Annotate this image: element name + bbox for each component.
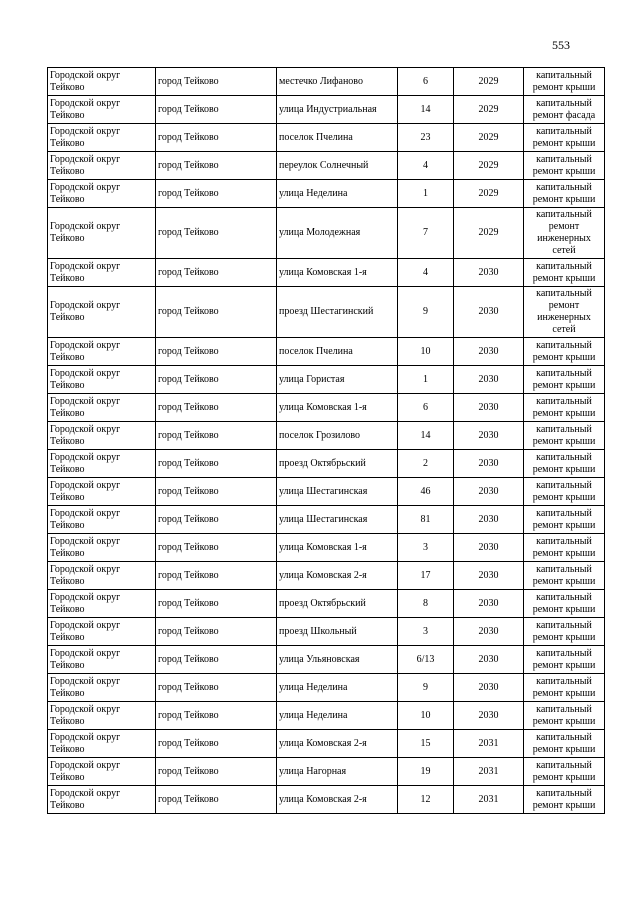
street-cell: улица Комовская 2-я xyxy=(277,786,398,814)
year-cell: 2030 xyxy=(454,478,524,506)
work-type-cell: капитальный ремонт крыши xyxy=(524,618,605,646)
house-number-cell: 3 xyxy=(398,534,454,562)
table-row xyxy=(48,259,605,287)
street-cell: проезд Школьный xyxy=(277,618,398,646)
table-row xyxy=(48,618,605,646)
municipal-district-cell: Городской округ Тейково xyxy=(48,287,156,338)
work-type-cell: капитальный ремонт крыши xyxy=(524,702,605,730)
house-number-cell: 1 xyxy=(398,366,454,394)
street-cell: проезд Шестагинский xyxy=(277,287,398,338)
city-cell: город Тейково xyxy=(156,338,277,366)
year-cell: 2030 xyxy=(454,702,524,730)
year-cell: 2030 xyxy=(454,590,524,618)
year-cell: 2031 xyxy=(454,786,524,814)
municipal-district-cell: Городской округ Тейково xyxy=(48,674,156,702)
table-row xyxy=(48,124,605,152)
municipal-district-cell: Городской округ Тейково xyxy=(48,758,156,786)
table-row xyxy=(48,478,605,506)
work-type-cell: капитальный ремонт крыши xyxy=(524,562,605,590)
city-cell: город Тейково xyxy=(156,618,277,646)
year-cell: 2031 xyxy=(454,758,524,786)
year-cell: 2030 xyxy=(454,506,524,534)
work-type-cell: капитальный ремонт крыши xyxy=(524,422,605,450)
table-row xyxy=(48,68,605,96)
year-cell: 2029 xyxy=(454,68,524,96)
street-cell: улица Молодежная xyxy=(277,208,398,259)
work-type-cell: капитальный ремонт фасада xyxy=(524,96,605,124)
city-cell: город Тейково xyxy=(156,124,277,152)
table-row xyxy=(48,702,605,730)
house-number-cell: 19 xyxy=(398,758,454,786)
table-body xyxy=(48,68,605,814)
work-type-cell: капитальный ремонт крыши xyxy=(524,124,605,152)
year-cell: 2030 xyxy=(454,534,524,562)
municipal-district-cell: Городской округ Тейково xyxy=(48,646,156,674)
work-type-cell: капитальный ремонт инженерных сетей xyxy=(524,287,605,338)
municipal-district-cell: Городской округ Тейково xyxy=(48,208,156,259)
work-type-cell: капитальный ремонт крыши xyxy=(524,68,605,96)
table-row xyxy=(48,394,605,422)
street-cell: поселок Грозилово xyxy=(277,422,398,450)
house-number-cell: 4 xyxy=(398,152,454,180)
city-cell: город Тейково xyxy=(156,96,277,124)
city-cell: город Тейково xyxy=(156,394,277,422)
year-cell: 2030 xyxy=(454,259,524,287)
municipal-district-cell: Городской округ Тейково xyxy=(48,618,156,646)
work-type-cell: капитальный ремонт крыши xyxy=(524,478,605,506)
street-cell: проезд Октябрьский xyxy=(277,590,398,618)
street-cell: улица Неделина xyxy=(277,702,398,730)
year-cell: 2030 xyxy=(454,366,524,394)
city-cell: город Тейково xyxy=(156,534,277,562)
street-cell: улица Индустриальная xyxy=(277,96,398,124)
table-row xyxy=(48,534,605,562)
table-row xyxy=(48,450,605,478)
table-row xyxy=(48,366,605,394)
city-cell: город Тейково xyxy=(156,366,277,394)
house-number-cell: 8 xyxy=(398,590,454,618)
house-number-cell: 2 xyxy=(398,450,454,478)
work-type-cell: капитальный ремонт крыши xyxy=(524,180,605,208)
street-cell: переулок Солнечный xyxy=(277,152,398,180)
year-cell: 2030 xyxy=(454,646,524,674)
house-number-cell: 9 xyxy=(398,287,454,338)
table-row xyxy=(48,646,605,674)
street-cell: поселок Пчелина xyxy=(277,124,398,152)
municipal-district-cell: Городской округ Тейково xyxy=(48,394,156,422)
house-number-cell: 6/13 xyxy=(398,646,454,674)
city-cell: город Тейково xyxy=(156,562,277,590)
house-number-cell: 6 xyxy=(398,68,454,96)
house-number-cell: 15 xyxy=(398,730,454,758)
year-cell: 2031 xyxy=(454,730,524,758)
city-cell: город Тейково xyxy=(156,478,277,506)
table-row xyxy=(48,590,605,618)
city-cell: город Тейково xyxy=(156,287,277,338)
municipal-district-cell: Городской округ Тейково xyxy=(48,506,156,534)
work-type-cell: капитальный ремонт крыши xyxy=(524,534,605,562)
city-cell: город Тейково xyxy=(156,68,277,96)
work-type-cell: капитальный ремонт инженерных сетей xyxy=(524,208,605,259)
municipal-district-cell: Городской округ Тейково xyxy=(48,786,156,814)
city-cell: город Тейково xyxy=(156,590,277,618)
house-number-cell: 9 xyxy=(398,674,454,702)
street-cell: улица Неделина xyxy=(277,180,398,208)
city-cell: город Тейково xyxy=(156,259,277,287)
city-cell: город Тейково xyxy=(156,646,277,674)
work-type-cell: капитальный ремонт крыши xyxy=(524,506,605,534)
table-row xyxy=(48,152,605,180)
house-number-cell: 12 xyxy=(398,786,454,814)
house-number-cell: 10 xyxy=(398,702,454,730)
year-cell: 2030 xyxy=(454,422,524,450)
municipal-district-cell: Городской округ Тейково xyxy=(48,366,156,394)
house-number-cell: 1 xyxy=(398,180,454,208)
table-row xyxy=(48,287,605,338)
street-cell: улица Ульяновская xyxy=(277,646,398,674)
house-number-cell: 46 xyxy=(398,478,454,506)
street-cell: улица Шестагинская xyxy=(277,506,398,534)
table-row xyxy=(48,758,605,786)
house-number-cell: 14 xyxy=(398,96,454,124)
city-cell: город Тейково xyxy=(156,702,277,730)
city-cell: город Тейково xyxy=(156,786,277,814)
work-type-cell: капитальный ремонт крыши xyxy=(524,786,605,814)
city-cell: город Тейково xyxy=(156,152,277,180)
work-type-cell: капитальный ремонт крыши xyxy=(524,646,605,674)
street-cell: улица Комовская 1-я xyxy=(277,259,398,287)
municipal-district-cell: Городской округ Тейково xyxy=(48,450,156,478)
table-row xyxy=(48,338,605,366)
municipal-district-cell: Городской округ Тейково xyxy=(48,730,156,758)
municipal-district-cell: Городской округ Тейково xyxy=(48,590,156,618)
year-cell: 2030 xyxy=(454,394,524,422)
table-row xyxy=(48,562,605,590)
street-cell: улица Неделина xyxy=(277,674,398,702)
repair-schedule-table xyxy=(47,67,605,814)
street-cell: улица Комовская 2-я xyxy=(277,562,398,590)
year-cell: 2030 xyxy=(454,618,524,646)
work-type-cell: капитальный ремонт крыши xyxy=(524,338,605,366)
municipal-district-cell: Городской округ Тейково xyxy=(48,68,156,96)
street-cell: улица Комовская 2-я xyxy=(277,730,398,758)
street-cell: местечко Лифаново xyxy=(277,68,398,96)
work-type-cell: капитальный ремонт крыши xyxy=(524,259,605,287)
work-type-cell: капитальный ремонт крыши xyxy=(524,590,605,618)
street-cell: улица Комовская 1-я xyxy=(277,394,398,422)
municipal-district-cell: Городской округ Тейково xyxy=(48,562,156,590)
year-cell: 2029 xyxy=(454,152,524,180)
house-number-cell: 6 xyxy=(398,394,454,422)
work-type-cell: капитальный ремонт крыши xyxy=(524,730,605,758)
house-number-cell: 7 xyxy=(398,208,454,259)
year-cell: 2029 xyxy=(454,180,524,208)
year-cell: 2029 xyxy=(454,96,524,124)
year-cell: 2030 xyxy=(454,674,524,702)
year-cell: 2029 xyxy=(454,124,524,152)
house-number-cell: 17 xyxy=(398,562,454,590)
work-type-cell: капитальный ремонт крыши xyxy=(524,674,605,702)
year-cell: 2030 xyxy=(454,287,524,338)
house-number-cell: 3 xyxy=(398,618,454,646)
table-row xyxy=(48,180,605,208)
year-cell: 2030 xyxy=(454,562,524,590)
city-cell: город Тейково xyxy=(156,506,277,534)
table-row xyxy=(48,506,605,534)
city-cell: город Тейково xyxy=(156,180,277,208)
street-cell: улица Шестагинская xyxy=(277,478,398,506)
municipal-district-cell: Городской округ Тейково xyxy=(48,534,156,562)
house-number-cell: 14 xyxy=(398,422,454,450)
city-cell: город Тейково xyxy=(156,208,277,259)
table-row xyxy=(48,786,605,814)
house-number-cell: 10 xyxy=(398,338,454,366)
work-type-cell: капитальный ремонт крыши xyxy=(524,366,605,394)
municipal-district-cell: Городской округ Тейково xyxy=(48,338,156,366)
work-type-cell: капитальный ремонт крыши xyxy=(524,758,605,786)
municipal-district-cell: Городской округ Тейково xyxy=(48,180,156,208)
street-cell: поселок Пчелина xyxy=(277,338,398,366)
municipal-district-cell: Городской округ Тейково xyxy=(48,259,156,287)
house-number-cell: 4 xyxy=(398,259,454,287)
city-cell: город Тейково xyxy=(156,422,277,450)
year-cell: 2030 xyxy=(454,338,524,366)
table-row xyxy=(48,208,605,259)
street-cell: улица Гористая xyxy=(277,366,398,394)
city-cell: город Тейково xyxy=(156,758,277,786)
year-cell: 2029 xyxy=(454,208,524,259)
street-cell: улица Комовская 1-я xyxy=(277,534,398,562)
work-type-cell: капитальный ремонт крыши xyxy=(524,152,605,180)
municipal-district-cell: Городской округ Тейково xyxy=(48,124,156,152)
municipal-district-cell: Городской округ Тейково xyxy=(48,702,156,730)
municipal-district-cell: Городской округ Тейково xyxy=(48,96,156,124)
municipal-district-cell: Городской округ Тейково xyxy=(48,152,156,180)
work-type-cell: капитальный ремонт крыши xyxy=(524,450,605,478)
table-row xyxy=(48,422,605,450)
table-row xyxy=(48,674,605,702)
table-row xyxy=(48,96,605,124)
city-cell: город Тейково xyxy=(156,730,277,758)
city-cell: город Тейково xyxy=(156,450,277,478)
municipal-district-cell: Городской округ Тейково xyxy=(48,478,156,506)
table-row xyxy=(48,730,605,758)
street-cell: улица Нагорная xyxy=(277,758,398,786)
street-cell: проезд Октябрьский xyxy=(277,450,398,478)
municipal-district-cell: Городской округ Тейково xyxy=(48,422,156,450)
house-number-cell: 23 xyxy=(398,124,454,152)
year-cell: 2030 xyxy=(454,450,524,478)
city-cell: город Тейково xyxy=(156,674,277,702)
house-number-cell: 81 xyxy=(398,506,454,534)
work-type-cell: капитальный ремонт крыши xyxy=(524,394,605,422)
page-number: 553 xyxy=(552,38,570,52)
